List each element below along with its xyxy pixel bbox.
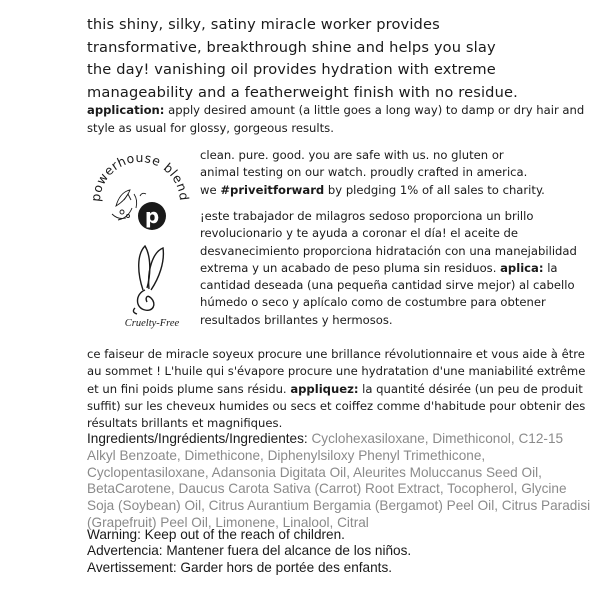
warning-fr: Avertissement: Garder hors de portée des enfants. bbox=[87, 559, 393, 575]
french-paragraph bbox=[87, 346, 592, 432]
french-apply-text: la quantité désirée (un peu de produit suffit) sur les cheveux humides ou secs et coiffez comme d'habitude pour obtenir des résultats brillants et magnifiques. bbox=[87, 381, 586, 431]
powerhouse-blend-seal bbox=[88, 150, 208, 250]
spanish-apply-label: aplica: bbox=[500, 260, 544, 275]
claims-line: animal testing on our watch. proudly crafted in america. bbox=[200, 165, 528, 180]
intro-line: the day! vanishing oil provides hydration with extreme bbox=[87, 61, 496, 78]
intro-line: this shiny, silky, satiny miracle worker provides bbox=[87, 16, 440, 33]
hashtag: #priveitforward bbox=[220, 182, 325, 197]
ingredients-list: Cyclohexasiloxane, Dimethiconol, C12-15 Alkyl Benzoate, Dimethicone, Diphenylsiloxy Phenyl Trimethicone, Cyclopentasiloxane, Adansonia Digitata Oil, Aleurites Moluccanus Seed Oil, BetaCarotene, Daucus Carota Sativa (Carrot) Root Extract, Tocopherol, Glycine Soja (Soybean) Oil, Citrus Aurantium Bergamia (Bergamot) Peel Oil, Citrus Paradisi (Grapefruit) Peel Oil, Limonene, Linalool, Citral bbox=[87, 431, 591, 530]
french-text: ce faiseur de miracle soyeux procure une brillance révolutionnaire et vous aide à être au sommet ! L'huile qui s'évapore procure une hydratation d'une maniabilité extrême et un fini poids plume sans résidu. bbox=[87, 347, 586, 396]
ingredients-block bbox=[87, 431, 593, 532]
bunny-icon bbox=[107, 242, 197, 317]
claims-line bbox=[200, 182, 592, 199]
cruelty-free-label: Cruelty-Free bbox=[124, 318, 180, 329]
intro-line: manageability and a featherweight finish with no residue. bbox=[87, 83, 518, 101]
application-label: application: bbox=[87, 103, 165, 117]
french-apply-label: appliquez: bbox=[290, 381, 359, 396]
claims-line: clean. pure. good. you are safe with us. no gluten or bbox=[200, 148, 504, 162]
spanish-text: ¡este trabajador de milagros sedoso proporciona un brillo revolucionario y te ayuda a coronar el día! el aceite de desvanecimiento proporciona hidratación con una manejabilidad extrema y un acabado de peso pluma sin residuos. bbox=[200, 209, 577, 275]
application-paragraph bbox=[87, 101, 587, 137]
claims-line-pre: we bbox=[200, 182, 221, 197]
intro-paragraph bbox=[87, 14, 587, 104]
claims-line-post: by pledging 1% of all sales to charity. bbox=[324, 182, 545, 197]
spanish-paragraph bbox=[200, 208, 592, 329]
warnings-block bbox=[87, 527, 593, 576]
svg-text:powerhouse blend bbox=[88, 150, 192, 202]
powerhouse-text: powerhouse blend bbox=[88, 150, 193, 203]
warning-es: Advertencia: Mantener fuera del alcance de los niños. bbox=[87, 543, 412, 559]
warning-en: Warning: Keep out of the reach of children. bbox=[87, 527, 345, 542]
spanish-apply-text: la cantidad deseada (una pequeña cantidad sirve mejor) al cabello húmedo o seco y aplícalo como de costumbre para obtener resultados brillantes y hermosos. bbox=[200, 260, 575, 327]
application-text: apply desired amount (a little goes a long way) to damp or dry hair and style as usual for glossy, gorgeous results. bbox=[87, 103, 585, 135]
english-claims bbox=[200, 147, 592, 199]
cruelty-free-badge bbox=[107, 242, 197, 337]
ingredients-heading: Ingredients/Ingrédients/Ingredientes: bbox=[87, 431, 308, 446]
p-letter: p bbox=[144, 204, 160, 228]
intro-line: transformative, breakthrough shine and helps you slay bbox=[87, 38, 496, 56]
